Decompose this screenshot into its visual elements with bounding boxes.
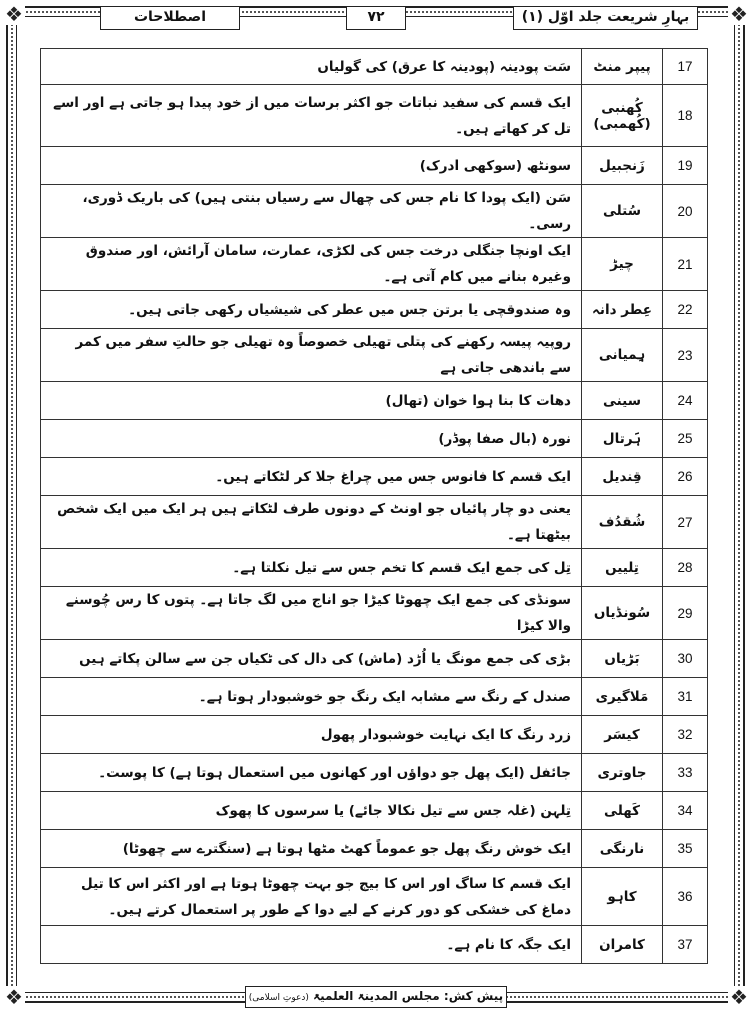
term-word: کُھنبی (کُھمبی) [582,85,663,147]
term-word: کاہو [582,868,663,926]
book-title: بہارِ شریعت جلد اوّل (۱) [513,6,698,30]
term-number: 30 [663,640,708,678]
term-definition: زرد رنگ کا ایک نہایت خوشبودار پھول [41,716,582,754]
publisher-name: مجلس المدینۃ العلمیۃ [313,989,440,1003]
section-title: اصطلاحات [100,6,240,30]
term-row [41,329,708,382]
term-definition: ایک قسم کی سفید نباتات جو اکثر برسات میں از خود پیدا ہو جاتی ہے اور اسے تل کر کھاتے ہیں۔ [41,85,582,147]
corner-ornament-icon: ❖ [728,3,750,25]
term-word: سُونڈیاں [582,587,663,640]
term-number: 23 [663,329,708,382]
term-definition: جائفل (ایک پھل جو دواؤں اور کھانوں میں استعمال ہوتا ہے) کا پوست۔ [41,754,582,792]
term-number: 19 [663,147,708,185]
term-word: چیڑ [582,238,663,291]
term-word: زَنجبیل [582,147,663,185]
term-row [41,549,708,587]
term-number: 24 [663,382,708,420]
term-row [41,496,708,549]
term-row [41,926,708,964]
term-number: 17 [663,49,708,85]
term-number: 33 [663,754,708,792]
term-row [41,792,708,830]
term-definition: سونڈی کی جمع ایک چھوٹا کیڑا جو اناج میں لگ جاتا ہے۔ پتوں کا رس چُوسنے والا کیڑا [41,587,582,640]
footer-prefix: پیش کش: [443,989,504,1003]
page-number: ۷۲ [346,6,406,30]
term-word: جاوتری [582,754,663,792]
term-number: 36 [663,868,708,926]
publisher-sub: (دعوتِ اسلامی) [248,993,309,1003]
term-row [41,420,708,458]
term-definition: یعنی دو چار پائیاں جو اونٹ کے دونوں طرف لٹکاتے ہیں ہر ایک میں ایک شخص بیٹھتا ہے۔ [41,496,582,549]
term-number: 28 [663,549,708,587]
term-word: قِندیل [582,458,663,496]
term-word: مَلاگیری [582,678,663,716]
term-row [41,458,708,496]
term-row [41,587,708,640]
term-definition: ایک قسم کا فانوس جس میں چراغ جلا کر لٹکاتے ہیں۔ [41,458,582,496]
term-definition: ایک اونچا جنگلی درخت جس کی لکڑی، عمارت، سامان آرائش، اور صندوق وغیرہ بنانے میں کام آتی ہے۔ [41,238,582,291]
term-word: کَھلی [582,792,663,830]
term-number: 26 [663,458,708,496]
term-number: 27 [663,496,708,549]
term-definition: سَن (ایک پودا کا نام جس کی چھال سے رسیاں بنتی ہیں) کی باریک ڈوری، رسی۔ [41,185,582,238]
term-word: ہِمیانی [582,329,663,382]
term-number: 29 [663,587,708,640]
term-row [41,291,708,329]
term-definition: تِل کی جمع ایک قسم کا تخم جس سے تیل نکلتا ہے۔ [41,549,582,587]
term-definition: ایک قسم کا ساگ اور اس کا بیج جو بہت چھوٹا ہوتا ہے اور اکثر اس کا تیل دماغ کی خشکی کو دور کرنے کے لیے دوا کے طور پر استعمال کرتے ہیں۔ [41,868,582,926]
term-word: شُقدُف [582,496,663,549]
term-definition: سونٹھ (سوکھی ادرک) [41,147,582,185]
term-number: 35 [663,830,708,868]
term-word: کامران [582,926,663,964]
term-row [41,868,708,926]
term-definition: نورہ (بال صفا پوڈر) [41,420,582,458]
term-definition: بڑی کی جمع مونگ یا اُڑد (ماش) کی دال کی ٹکیاں جن سے سالن پکاتے ہیں [41,640,582,678]
corner-ornament-icon: ❖ [728,986,750,1008]
term-number: 20 [663,185,708,238]
term-row [41,85,708,147]
corner-ornament-icon: ❖ [3,3,25,25]
term-row [41,185,708,238]
term-word: ہَرتال [582,420,663,458]
term-row [41,640,708,678]
term-number: 31 [663,678,708,716]
term-word: سُتلی [582,185,663,238]
term-row [41,830,708,868]
term-number: 22 [663,291,708,329]
term-row [41,382,708,420]
term-word: عِطر دانہ [582,291,663,329]
term-definition: صندل کے رنگ سے مشابہ ایک رنگ جو خوشبودار ہوتا ہے۔ [41,678,582,716]
term-word: سینی [582,382,663,420]
term-definition: تِلہن (غلہ جس سے تیل نکالا جائے) یا سرسوں کا پھوک [41,792,582,830]
term-word: تِلییں [582,549,663,587]
term-definition: روپیہ پیسہ رکھنے کی پتلی تھیلی خصوصاً وہ تھیلی جو حالتِ سفر میں کمر سے باندھی جاتی ہے [41,329,582,382]
terms-table [40,48,708,964]
term-word: بَڑیاں [582,640,663,678]
term-row [41,716,708,754]
term-definition: دھات کا بنا ہوا خوان (تھال) [41,382,582,420]
term-row [41,238,708,291]
term-word: کیسَر [582,716,663,754]
term-number: 32 [663,716,708,754]
term-number: 21 [663,238,708,291]
term-number: 18 [663,85,708,147]
term-definition: ایک جگہ کا نام ہے۔ [41,926,582,964]
footer-publisher [245,986,507,1008]
term-row [41,754,708,792]
term-word: پیپر منٹ [582,49,663,85]
term-number: 34 [663,792,708,830]
term-number: 25 [663,420,708,458]
term-definition: ایک خوش رنگ پھل جو عموماً کھٹ مٹھا ہوتا ہے (سنگترے سے چھوٹا) [41,830,582,868]
term-number: 37 [663,926,708,964]
term-definition: وہ صندوقچی یا برتن جس میں عطر کی شیشیاں رکھی جاتی ہیں۔ [41,291,582,329]
term-definition: سَت پودینہ (پودینہ کا عرق) کی گولیاں [41,49,582,85]
term-row [41,49,708,85]
term-row [41,678,708,716]
term-row [41,147,708,185]
term-word: نارنگی [582,830,663,868]
corner-ornament-icon: ❖ [3,986,25,1008]
